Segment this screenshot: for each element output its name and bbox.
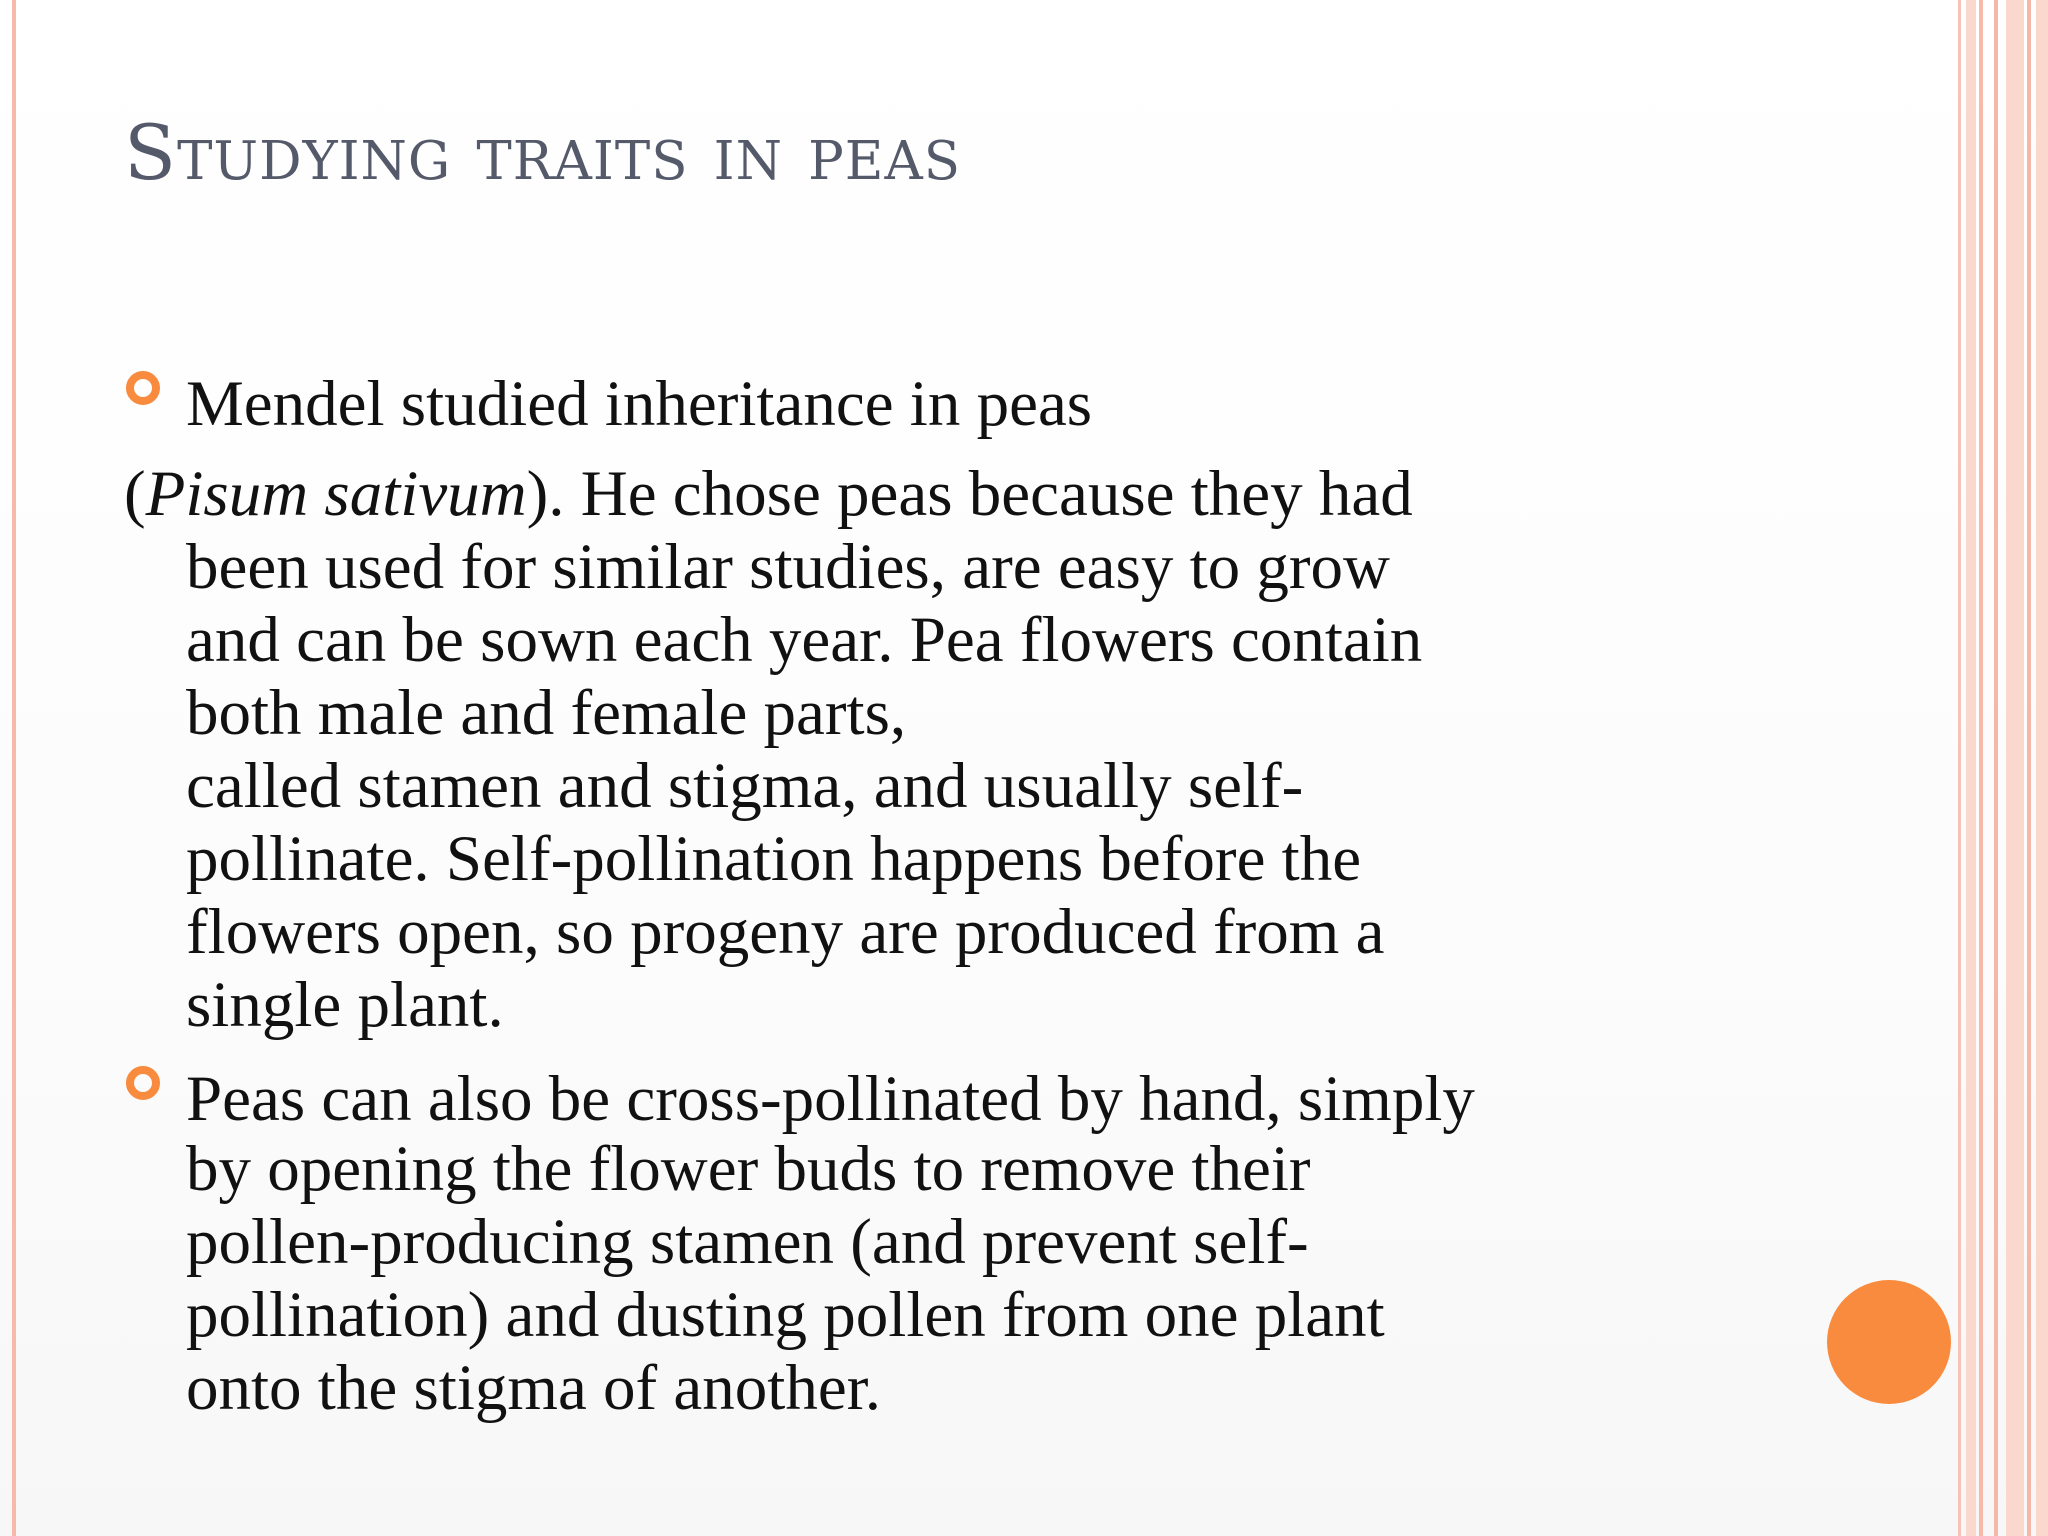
bullet-1-line-1: Mendel studied inheritance in peas bbox=[124, 365, 1804, 438]
bullet-1-line-2: (Pisum sativum). He chose peas because they had bbox=[124, 458, 1413, 530]
right-border-stripe bbox=[1958, 0, 1961, 1536]
right-border-stripe bbox=[1994, 0, 1998, 1536]
ring-bullet-icon bbox=[124, 1060, 186, 1120]
bullet-2-line-5: onto the stigma of another. bbox=[186, 1352, 882, 1424]
bullet-1-line-7: pollinate. Self-pollination happens before the bbox=[186, 823, 1362, 895]
slide-title: Studying traits in peas bbox=[124, 108, 962, 197]
ring-bullet-icon bbox=[124, 365, 186, 425]
species-name: Pisum sativum bbox=[145, 458, 527, 530]
bullet-1-line-5: both male and female parts, bbox=[186, 677, 907, 749]
right-border-stripe bbox=[2027, 0, 2031, 1536]
orange-circle-decoration bbox=[1827, 1280, 1951, 1404]
right-border-stripe bbox=[1966, 0, 1976, 1536]
left-border-stripe bbox=[12, 0, 16, 1536]
slide-body bbox=[124, 365, 1804, 1425]
bullet-2-line-1: Peas can also be cross-pollinated by hand, simply bbox=[124, 1060, 1804, 1133]
bullet-2-line-4: pollination) and dusting pollen from one plant bbox=[186, 1279, 1385, 1351]
bullet-1-line-9: single plant. bbox=[186, 969, 504, 1041]
bullet-2-line-2: by opening the flower buds to remove their bbox=[186, 1133, 1311, 1205]
right-border-stripe bbox=[2036, 0, 2048, 1536]
bullet-1-line-6: called stamen and stigma, and usually self- bbox=[186, 750, 1304, 822]
bullet-1-line-3: been used for similar studies, are easy to grow bbox=[186, 531, 1390, 603]
bullet-2-line-3: pollen-producing stamen (and prevent self- bbox=[186, 1206, 1309, 1278]
right-border-stripe bbox=[1979, 0, 1983, 1536]
right-border-stripe bbox=[2006, 0, 2024, 1536]
bullet-1-line-4: and can be sown each year. Pea flowers contain bbox=[186, 604, 1423, 676]
bullet-1-line-8: flowers open, so progeny are produced from a bbox=[186, 896, 1385, 968]
